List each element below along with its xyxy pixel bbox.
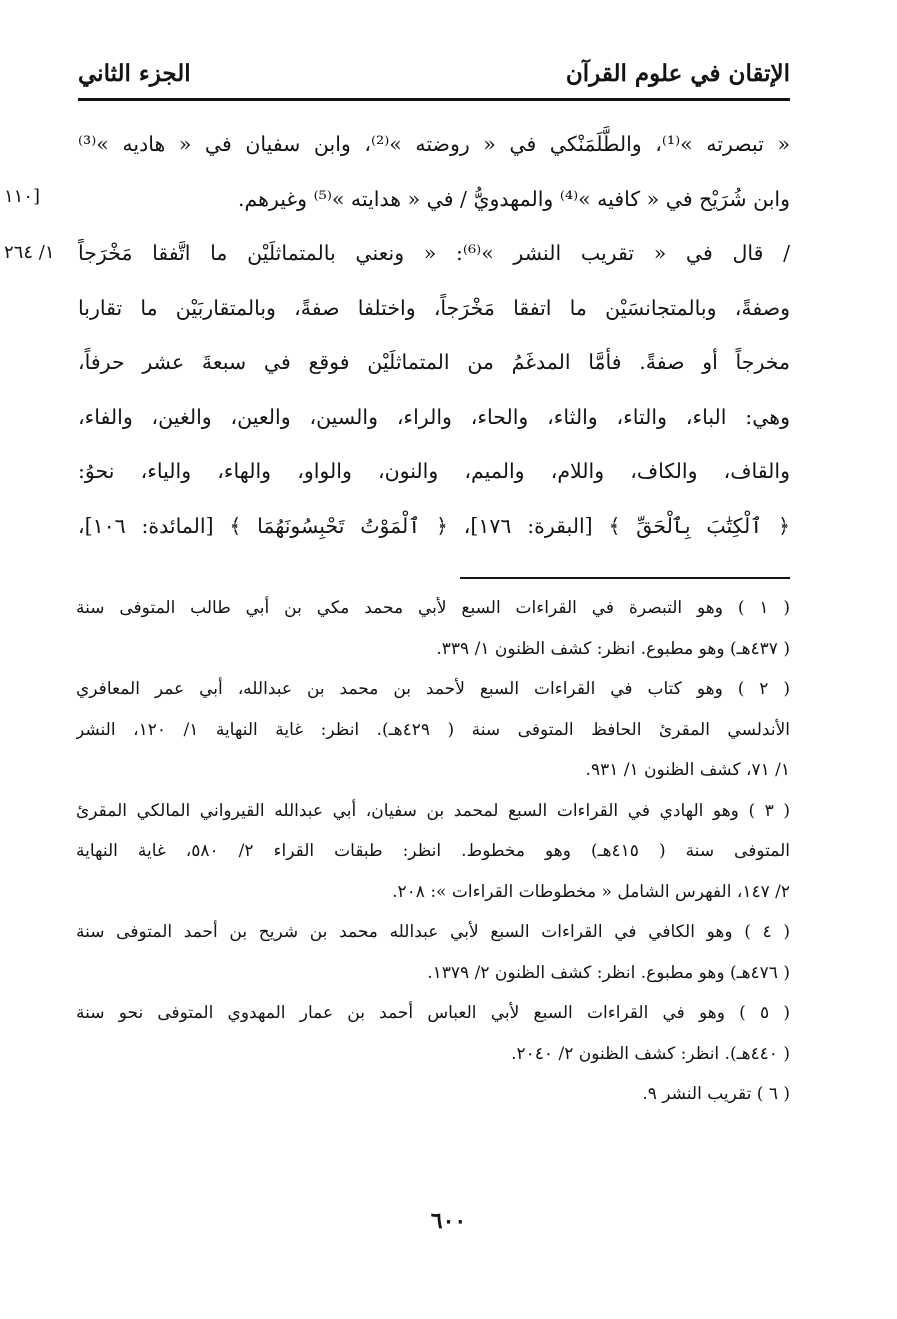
- text-line: ﴿ ٱلْكِتَٰبَ بِٱلْحَقِّ ﴾ [البقرة: ١٧٦]، ﴿ ٱلْمَوْتُ تَحْبِسُونَهُمَا ﴾ [المائدة: ١٠٦]،: [78, 513, 790, 538]
- footnotes: [76, 590, 790, 1117]
- footnote-line: ١/ ٧١، كشف الظنون ١/ ٩٣١.: [585, 760, 790, 780]
- footnote-line: ( ٢ ) وهو كتاب في القراءات السبع لأحمد بن محمد بن عبدالله، أبي عمر المعافري: [76, 679, 790, 699]
- footnote-line: ( ٥ ) وهو في القراءات السبع لأبي العباس أحمد بن عمار المهدوي المتوفى نحو سنة: [76, 1003, 790, 1023]
- footnote-line: ( ٤٧٦هـ) وهو مطبوع. انظر: كشف الظنون ٢/ ١٣٧٩.: [427, 962, 790, 983]
- volume-label: الجزء الثاني: [78, 60, 191, 87]
- footnote-line: ( ٦ ) تقريب النشر ٩.: [642, 1084, 790, 1104]
- text-line: وهي: الباء، والتاء، والثاء، والحاء، والراء، والسين، والعين، والغين، والفاء،: [78, 404, 790, 429]
- text-line: وابن شُرَيْح في « كافيه »⁽⁴⁾ والمهدويُّ / في « هدايته »⁽⁵⁾ وغيرهم.: [237, 186, 790, 211]
- manuscript-page-marker: [١١٠: [4, 186, 41, 207]
- running-header: [78, 52, 790, 98]
- main-text: [78, 122, 790, 558]
- footnote-line: ( ٤٣٧هـ) وهو مطبوع. انظر: كشف الظنون ١/ ٣٣٩.: [436, 638, 790, 659]
- footnote-line: ٢/ ١٤٧، الفهرس الشامل « مخطوطات القراءات »: ٢٠٨.: [392, 881, 790, 902]
- book-title: الإتقان في علوم القرآن: [565, 60, 790, 87]
- footnote-line: ( ٤٤٠هـ). انظر: كشف الظنون ٢/ ٢٠٤٠.: [511, 1043, 790, 1064]
- text-line: والقاف، والكاف، واللام، والميم، والنون، والواو، والهاء، والياء، نحوُ:: [78, 459, 790, 483]
- footnote-separator: [460, 577, 790, 579]
- text-line: مخرجاً أو صفةً. فأمَّا المدغَمُ من المتماثلَيْن فوقع في سبعةَ عشر حرفاً،: [78, 350, 790, 374]
- footnote-line: المتوفى سنة ( ٤١٥هـ) وهو مخطوط. انظر: طبقات القراء ٢/ ٥٨٠، غاية النهاية: [76, 841, 790, 861]
- header-rule: [78, 98, 790, 101]
- print-page-reference: ١/ ٢٦٤: [4, 242, 55, 263]
- page-number: ٦٠٠: [430, 1208, 467, 1234]
- footnote-line: ( ٤ ) وهو الكافي في القراءات السبع لأبي عبدالله محمد بن شريح بن أحمد المتوفى سنة: [76, 922, 790, 942]
- footnote-line: ( ٣ ) وهو الهادي في القراءات السبع لمحمد بن سفيان، أبي عبدالله القيرواني المالكي المقرئ: [76, 800, 790, 821]
- text-line: وصفةً، وبالمتجانسَيْن ما اتفقا مَخْرَجاً، واختلفا صفةً، وبالمتقاربَيْن ما تقاربا: [78, 295, 790, 320]
- footnote-line: الأندلسي المقرئ الحافظ المتوفى سنة ( ٤٢٩هـ). انظر: غاية النهاية ١/ ١٢٠، النشر: [76, 719, 790, 740]
- footnote-line: ( ١ ) وهو التبصرة في القراءات السبع لأبي محمد مكي بن أبي طالب المتوفى سنة: [76, 598, 790, 618]
- text-line: / قال في « تقريب النشر »⁽⁶⁾: « ونعني بالمتماثلَيْن ما اتَّفقا مَخْرَجاً: [78, 241, 790, 265]
- text-line: « تبصرته »⁽¹⁾، والطَّلَمَنْكي في « روضته »⁽²⁾، وابن سفيان في « هاديه »⁽³⁾: [78, 132, 790, 156]
